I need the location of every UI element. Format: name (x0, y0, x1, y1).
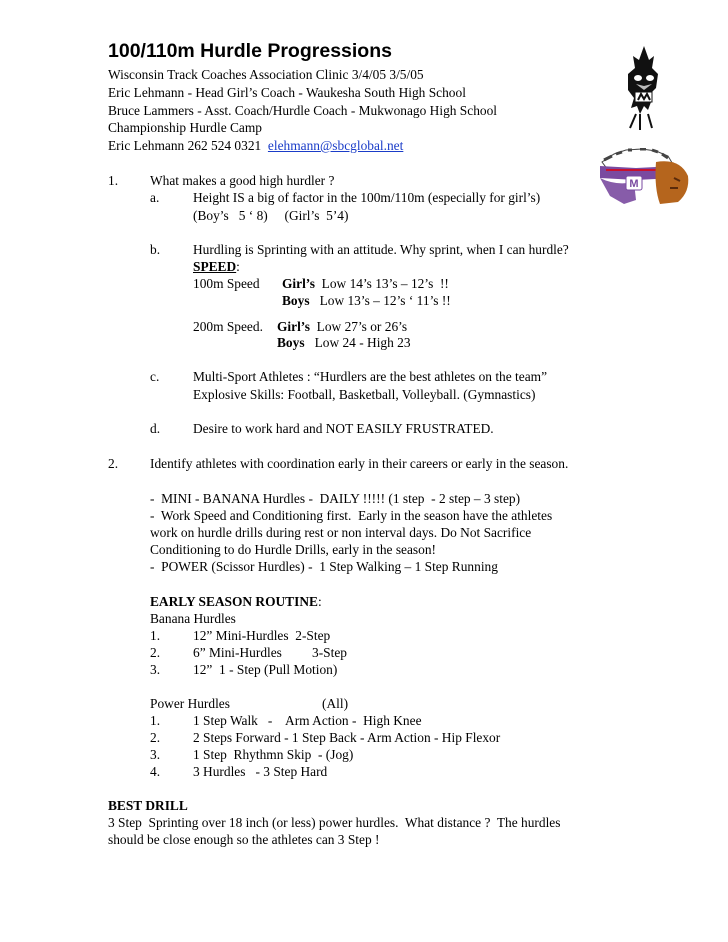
girls-label: Girl’s (282, 276, 315, 291)
section-1-heading: What makes a good high hurdler ? (150, 173, 335, 188)
boys-times: Low 13’s – 12’s ‘ 11’s !! (309, 293, 451, 308)
list-number: 3. (150, 662, 161, 677)
item-a-text: (Boy’s 5 ‘ 8) (Girl’s 5’4) (193, 208, 349, 223)
banana-hurdles-heading: Banana Hurdles (150, 611, 236, 626)
item-c-letter: c. (150, 369, 160, 384)
item-a-text: Height IS a big of factor in the 100m/110m (especially for girl’s) (193, 190, 541, 205)
list-number: 1. (150, 713, 161, 728)
speed-100-boys (282, 292, 451, 309)
badge-letter: M (629, 178, 639, 190)
early-season-colon: : (317, 594, 322, 609)
speed-200-boys (277, 334, 411, 351)
speed-colon: : (236, 259, 240, 274)
cardinal-icon (618, 44, 668, 132)
section-2-paragraph: work on hurdle drills during rest or non interval days. Do Not Sacrifice (150, 525, 532, 540)
list-number: 2. (150, 645, 161, 660)
early-season-label: EARLY SEASON ROUTINE (150, 594, 318, 609)
list-number: 2. (150, 730, 161, 745)
section-2-number: 2. (108, 456, 119, 471)
girls-label: Girl’s (277, 319, 310, 334)
section-2-paragraph: - POWER (Scissor Hurdles) - 1 Step Walking – 1 Step Running (150, 559, 498, 574)
speed-200-label: 200m Speed. (193, 319, 263, 334)
header-line: Eric Lehmann - Head Girl’s Coach - Waukesha South High School (108, 85, 466, 100)
speed-label: SPEED (193, 259, 237, 274)
speed-200-girls (277, 318, 407, 335)
cardinal-mascot-logo (618, 44, 668, 132)
power-hurdles-all: (All) (322, 696, 349, 711)
list-item: 12” Mini-Hurdles 2-Step (193, 628, 331, 643)
header-line: Wisconsin Track Coaches Association Clinic 3/4/05 3/5/05 (108, 67, 424, 82)
contact-line (108, 137, 403, 154)
section-2-heading: Identify athletes with coordination early in their careers or early in the season. (150, 456, 569, 471)
header-line: Championship Hurdle Camp (108, 120, 262, 135)
list-number: 1. (150, 628, 161, 643)
item-d-letter: d. (150, 421, 161, 436)
header-line: Bruce Lammers - Asst. Coach/Hurdle Coach - Mukwonago High School (108, 103, 498, 118)
item-c-text: Explosive Skills: Football, Basketball, Volleyball. (Gymnastics) (193, 387, 536, 402)
item-c-text: Multi-Sport Athletes : “Hurdlers are the best athletes on the team” (193, 369, 548, 384)
section-2-paragraph: Conditioning to do Hurdle Drills, early in the season! (150, 542, 436, 557)
indian-chief-mascot-logo (596, 148, 694, 206)
section-2-paragraph: - Work Speed and Conditioning first. Early in the season have the athletes (150, 508, 553, 523)
early-season-heading (150, 593, 322, 610)
item-b-text: Hurdling is Sprinting with an attitude. Why sprint, when I can hurdle? (193, 242, 569, 257)
section-1-number: 1. (108, 173, 119, 188)
boys-times: Low 24 - High 23 (304, 335, 411, 350)
list-number: 4. (150, 764, 161, 779)
contact-text: Eric Lehmann 262 524 0321 (108, 138, 268, 153)
best-drill-heading: BEST DRILL (108, 798, 188, 813)
boys-label: Boys (277, 335, 305, 350)
list-item: 2 Steps Forward - 1 Step Back - Arm Action - Hip Flexor (193, 730, 501, 745)
item-a-letter: a. (150, 190, 160, 205)
speed-100-label: 100m Speed (193, 276, 260, 291)
list-item: 3 Hurdles - 3 Step Hard (193, 764, 328, 779)
list-item: 1 Step Rhythmn Skip - (Jog) (193, 747, 354, 762)
girls-times: Low 27’s or 26’s (309, 319, 408, 334)
list-item: 6” Mini-Hurdles 3-Step (193, 645, 347, 660)
boys-label: Boys (282, 293, 310, 308)
list-item: 1 Step Walk - Arm Action - High Knee (193, 713, 422, 728)
item-d-text: Desire to work hard and NOT EASILY FRUSTRATED. (193, 421, 494, 436)
item-b-letter: b. (150, 242, 161, 257)
indian-chief-icon (596, 148, 694, 206)
best-drill-text: 3 Step Sprinting over 18 inch (or less) power hurdles. What distance ? The hurdles (108, 815, 561, 830)
best-drill-text: should be close enough so the athletes can 3 Step ! (108, 832, 380, 847)
document-title: 100/110m Hurdle Progressions (108, 40, 392, 62)
list-item: 12” 1 - Step (Pull Motion) (193, 662, 338, 677)
email-link[interactable]: elehmann@sbcglobal.net (267, 138, 404, 153)
girls-times: Low 14’s 13’s – 12’s !! (314, 276, 449, 291)
list-number: 3. (150, 747, 161, 762)
power-hurdles-heading: Power Hurdles (150, 696, 230, 711)
speed-heading (193, 258, 240, 275)
section-2-paragraph: - MINI - BANANA Hurdles - DAILY !!!!! (1 step - 2 step – 3 step) (150, 491, 521, 506)
speed-100-girls (282, 275, 449, 292)
